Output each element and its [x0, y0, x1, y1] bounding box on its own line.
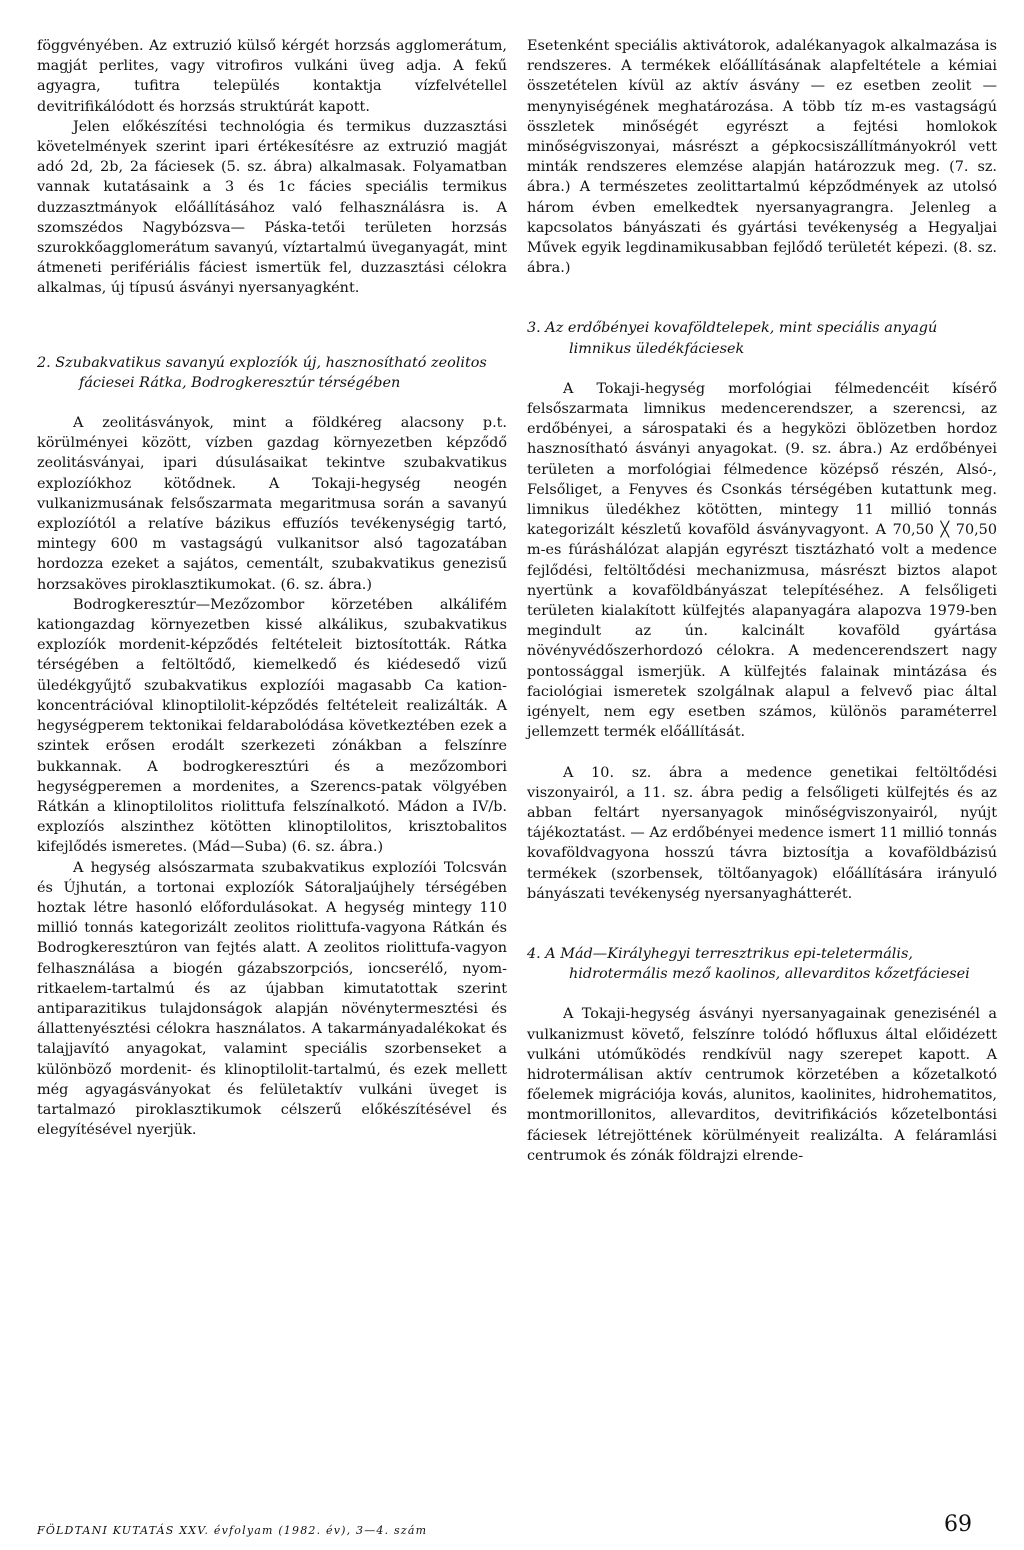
spacer [527, 278, 997, 318]
paragraph: Bodrogkeresztúr—Mezőzombor körzetében alkálifém kationgazdag környezetben kissé alkálikus, szubakvatikus explozíók mordenit-képződés feltételeit biztosították. Rátka térségében a feltöltődő, kiemelkedő és kiédesedő vizű üledékgyűjtő szubakvatikus explozíói magasabb Ca kation-koncentrációval klinoptilolit-képződés feltételeit realizálták. A hegységperem tektonikai feldarabolódása következtében ezek a szintek erősen erodált szerkezeti zónákban a felszínre bukkannak. A bodrogkeresztúri és a mezőzombori hegységperemen a mordenites, a Szerencs-patak völgyében Rátkán a klinoptilolitos riolittufa felszínalkotó. Mádon a IV/b. explozíós alszinthez kötötten klinoptilolitos, krisztobalitos kifejlődés ismeretes. (Mád—Suba) (6. sz. ábra.) [37, 596, 507, 856]
paragraph: föggvényében. Az extruzió külső kérgét horzsás agglomerátum, magját perlites, vagy vitrofiros vulkáni üveg adja. A fekű agyagra, tufitra település kontaktja vízfelvétellel devitrifikálódott és horzsás struktúrát kapott. [37, 38, 507, 115]
paragraph: Esetenként speciális aktivátorok, adalékanyagok alkalmazása is rendszeres. A termékek előállításának alapfeltétele a kémiai összetételen kívül az aktív ásvány — ez esetben zeolit — menynyiségének meghatározása. A több tíz m-es vastagságú összletek minőségét egyrészt a fejtési homlokok minőségviszonyai, másrészt a gépkocsiszállítmányokról vett minták rendszeres elemzése alapján határozzuk meg. (7. sz. ábra.) A természetes zeolittartalmú képződmények az utolsó három évben emelkedtek nyersanyagrangra. Jelenleg a kapcsolatos bányászati és gyártási tevékenység a Hegyaljai Művek egyik legdinamikusabban fejlődő területét képezi. (8. sz. ábra.) [527, 38, 997, 277]
paragraph: A 10. sz. ábra a medence genetikai feltöltődési viszonyairól, a 11. sz. ábra pedig a felsőligeti külfejtés és az abban feltárt nyersanyagok minőségviszonyairól, nyújt tájékoztatást. — Az erdőbényei medence ismert 11 millió tonnás kovaföldvagyona hosszú távra biztosítja a kovaföldbázisú termékek (szorbensek, töltőanyagok) előállítására irányuló bányászati tevékenység nyersanyaghátterét. [527, 764, 997, 902]
section-heading-3: 3. Az erdőbényei kovaföldtelepek, mint speciális anyagú limnikus üledékfáciesek [527, 320, 938, 357]
spacer [527, 743, 997, 763]
section-heading-4: 4. A Mád—Királyhegyi terresztrikus epi-teletermális, hidrotermális mező kaolinos, allevarditos kőzetfáciesei [527, 945, 970, 983]
spacer [37, 393, 507, 413]
spacer [527, 984, 997, 1004]
right-column [527, 36, 997, 1166]
journal-citation: FÖLDTANI KUTATÁS XXV. évfolyam (1982. év), 3—4. szám [37, 1524, 428, 1537]
left-column [37, 36, 507, 1140]
paragraph: A hegység alsószarmata szubakvatikus explozíói Tolcsván és Újhután, a tortonai explozíók Sátoraljaújhely térségében hoztak létre hasonló előfordulásokat. A hegység mintegy 110 millió tonnás kategorizált zeolitos riolittufa-vagyona Rátkán és Bodrogkeresztúron van fejtés alatt. A zeolitos riolittufa-vagyon felhasználása a biogén gázabszorpciós, ioncserélő, nyom-ritkaelem-tartalmú és az újabban kimutatottak szerint antiparazitikus tulajdonságok alapján növénytermesztési és állattenyésztési célokra használatos. A takarmányadalékokat és talajjavító anyagokat, valamint speciális szorbenseket a különböző mordenit- és klinoptilolit-tartalmú, és ezek mellett még agyagásványokat és felületaktív vulkáni üveget is tartalmazó piroklasztikumok célszerű előkészítésével és elegyítésével nyerjük. [37, 859, 507, 1139]
page-number: 69 [944, 1512, 972, 1537]
spacer [527, 359, 997, 379]
spacer [527, 904, 997, 944]
paragraph: A Tokaji-hegység ásványi nyersanyagainak genezisénél a vulkanizmust követő, felszínre tolódó hőfluxus által előidézett vulkáni utóműködés rendkívül nagy szerepet kapott. A hidrotermálisan aktív centrumok körzetében a kőzetalkotó főelemek migrációja kovás, alunitos, kaolinites, hidrohematitos, montmorillonitos, allevarditos, devitrifikációs kőzetelbontási fáciesek létrejöttének körülményeit realizálta. A feláramlási centrumok és zónák földrajzi elrende- [527, 1006, 997, 1164]
paragraph: A Tokaji-hegység morfológiai félmedencéit kísérő felsőszarmata limnikus medencerendszer, a szerencsi, az erdőbényei, a sárospataki és a hegyközi öblözetben hordoz hasznosítható ásványi anyagokat. (9. sz. ábra.) Az erdőbényei területen a morfológiai félmedence középső részén, Alsó-, Felsőliget, a Fenyves és Csonkás térségében kutattunk meg. limnikus üledékhez kötötten, mintegy 11 millió tonnás kategorizált készletű kovaföld ásványvagyont. A 70,50 ╳ 70,50 m-es fúráshálózat alapján egyrészt tisztázható volt a medence fejlődési, feltöltődési mechanizmusa, másrészt biztos alapot nyertünk a kovaföldbányászat telepítéséhez. A felsőligeti területen kialakított külfejtés alapanyagára alapozva 1979-ben megindult az ún. kalcinált kovaföld gyártása növényvédőszerhordozó célokra. A medencerendszert nagy pontossággal ismerjük. A külfejtés falainak mintázása és faciológiai ismeretek szolgálnak alapul a felvevő piac által igényelt, nem egy esetben számos, különös paraméterrel jellemzett termék előállítását. [527, 380, 997, 741]
section-heading-2: 2. Szubakvatikus savanyú explozíók új, hasznosítható zeolitos fáciesei Rátka, Bodrogkeresztúr térségében [37, 354, 487, 391]
paragraph: A zeolitásványok, mint a földkéreg alacsony p.t. körülményei között, vízben gazdag környezetben képződő zeolitásványai, ipari dúsulásaikat tekintve szubakvatikus explozíókhoz kötődnek. A Tokaji-hegység neogén vulkanizmusának felsőszarmata megaritmusa során a savanyú explozíótól a relatíve bázikus effuzíós tevékenységig tartó, mintegy 600 m vastagságú vulkanitsor alsó tagozatában hordozza ezeket a sajátos, cementált, szubakvatikus genezisű horzsaköves piroklasztikumokat. (6. sz. ábra.) [37, 415, 507, 593]
spacer [37, 299, 507, 353]
paragraph: Jelen előkészítési technológia és termikus duzzasztási követelmények szerint ipari értékesítésre az extruzió magját adó 2d, 2b, 2a fáciesek (5. sz. ábra) alkalmasak. Folyamatban vannak kutatásaink a 3 és 1c fácies speciális termikus duzzasztmányok előállításához való felhasználásra is. A szomszédos Nagybózsva— Páska-tetői területen horzsás szurokkőagglomerátum savanyú, víztartalmú üveganyagát, mint átmeneti perifériális fáciest ismertük fel, duzzasztási célokra alkalmas, új típusú ásványi nyersanyagként. [37, 118, 507, 297]
